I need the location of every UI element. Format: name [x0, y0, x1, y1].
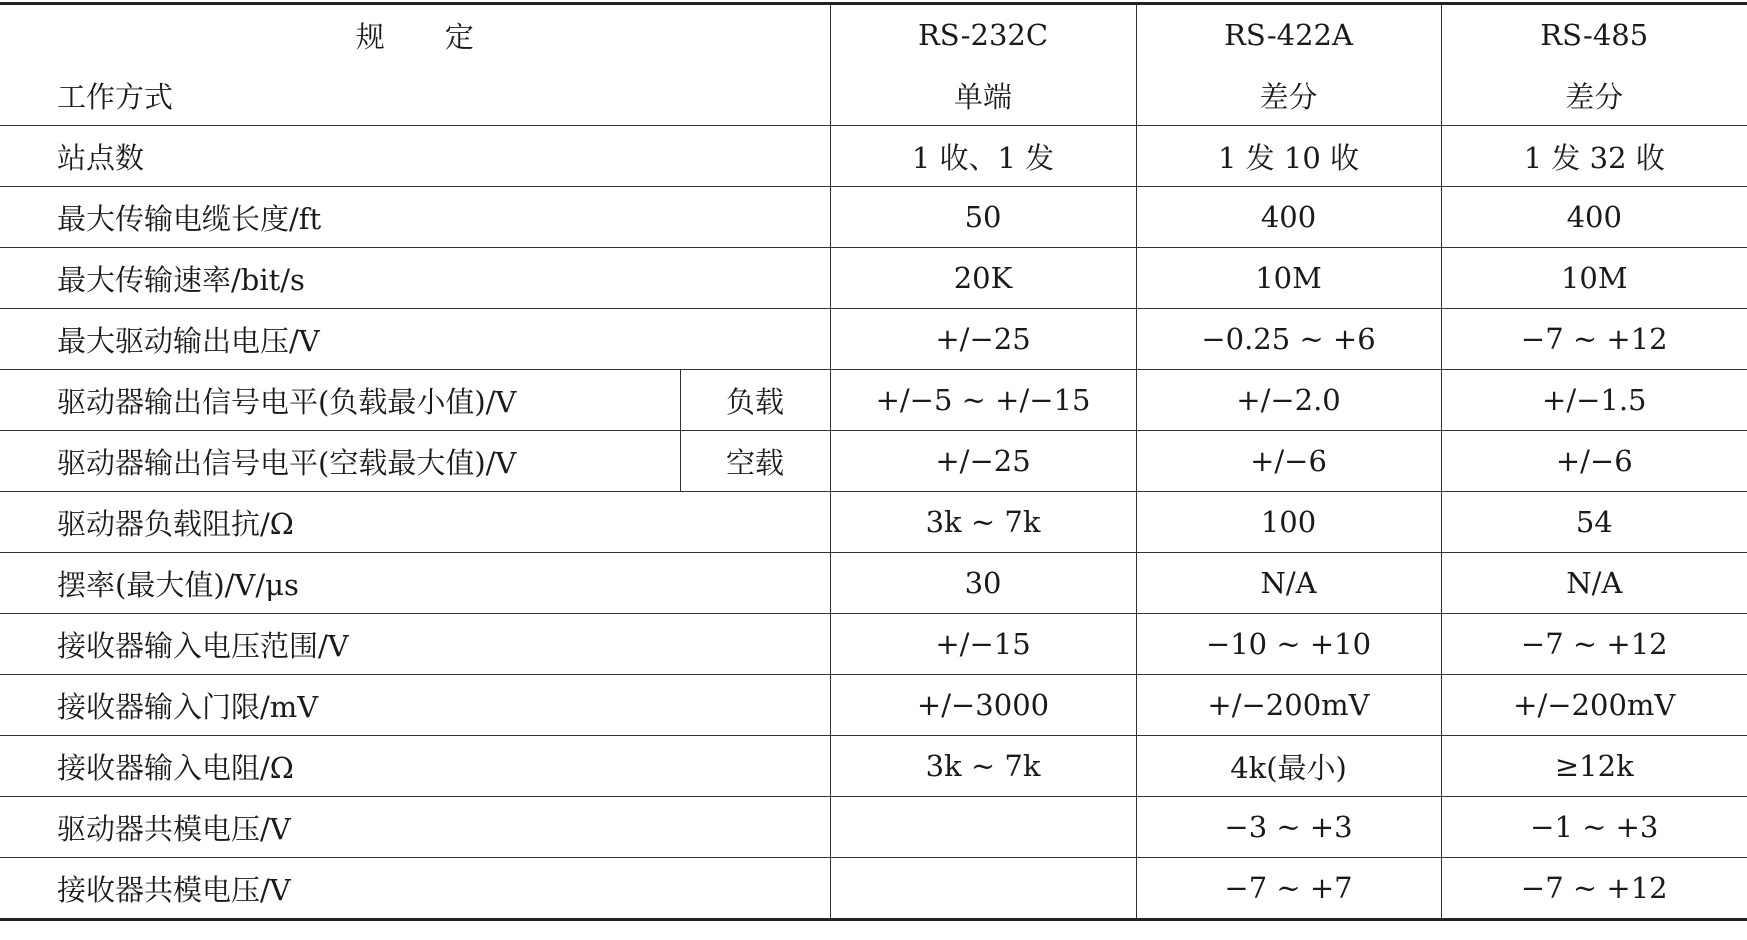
table-row	[0, 858, 1747, 920]
row-label: 接收器输入门限/mV	[0, 675, 830, 736]
cell-rs422a: +/−200mV	[1136, 675, 1441, 736]
table-row	[0, 65, 1747, 126]
row-label: 接收器输入电阻/Ω	[0, 736, 830, 797]
table-row	[0, 126, 1747, 187]
table-row	[0, 187, 1747, 248]
row-label: 最大传输速率/bit/s	[0, 248, 830, 309]
cell-rs422a: 4k(最小)	[1136, 736, 1441, 797]
table-row	[0, 370, 1747, 431]
cell-rs232c: 1 收、1 发	[830, 126, 1136, 187]
header-rs232c: RS-232C	[830, 4, 1136, 66]
row-label: 最大驱动输出电压/V	[0, 309, 830, 370]
table-row	[0, 614, 1747, 675]
cell-rs485: +/−1.5	[1441, 370, 1747, 431]
table-row	[0, 553, 1747, 614]
cell-rs232c: +/−5 ~ +/−15	[830, 370, 1136, 431]
spec-comparison-table	[0, 2, 1747, 921]
header-spec-label: 规定	[355, 19, 534, 54]
cell-rs232c: 20K	[830, 248, 1136, 309]
cell-rs422a: 400	[1136, 187, 1441, 248]
cell-rs485: +/−200mV	[1441, 675, 1747, 736]
cell-rs485: 10M	[1441, 248, 1747, 309]
row-label: 工作方式	[57, 79, 174, 114]
row-label: 摆率(最大值)/V/μs	[0, 553, 830, 614]
cell-rs232c: +/−15	[830, 614, 1136, 675]
cell-rs485: ≥12k	[1441, 736, 1747, 797]
cell-rs232c: 50	[830, 187, 1136, 248]
row-label: 最大传输电缆长度/ft	[0, 187, 830, 248]
cell-rs232c: 单端	[830, 65, 1136, 126]
row-label: 驱动器输出信号电平(空载最大值)/V	[0, 431, 680, 492]
row-sublabel: 空载	[680, 431, 830, 492]
header-rs485: RS-485	[1441, 4, 1747, 66]
cell-rs485: N/A	[1441, 553, 1747, 614]
cell-rs422a: 1 发 10 收	[1136, 126, 1441, 187]
table-row	[0, 736, 1747, 797]
cell-rs232c: 3k ~ 7k	[830, 492, 1136, 553]
cell-rs422a: +/−2.0	[1136, 370, 1441, 431]
cell-rs232c: +/−25	[830, 309, 1136, 370]
cell-rs485: −7 ~ +12	[1441, 614, 1747, 675]
row-label: 驱动器负载阻抗/Ω	[0, 492, 830, 553]
cell-rs422a: 100	[1136, 492, 1441, 553]
row-label: 接收器输入电压范围/V	[0, 614, 830, 675]
table-row	[0, 248, 1747, 309]
cell-rs232c: 3k ~ 7k	[830, 736, 1136, 797]
cell-rs422a: N/A	[1136, 553, 1441, 614]
table-row	[0, 431, 1747, 492]
table-row	[0, 492, 1747, 553]
table-header-row	[0, 4, 1747, 66]
row-label: 站点数	[0, 126, 830, 187]
cell-rs422a: 差分	[1136, 65, 1441, 126]
row-label: 驱动器输出信号电平(负载最小值)/V	[0, 370, 680, 431]
header-rs422a: RS-422A	[1136, 4, 1441, 66]
cell-rs422a: −3 ~ +3	[1136, 797, 1441, 858]
cell-rs232c	[830, 797, 1136, 858]
cell-rs485: 400	[1441, 187, 1747, 248]
cell-rs485: 1 发 32 收	[1441, 126, 1747, 187]
cell-rs422a: −10 ~ +10	[1136, 614, 1441, 675]
row-label: 接收器共模电压/V	[0, 858, 830, 920]
cell-rs232c: 30	[830, 553, 1136, 614]
cell-rs232c	[830, 858, 1136, 920]
cell-rs422a: −7 ~ +7	[1136, 858, 1441, 920]
cell-rs232c: +/−25	[830, 431, 1136, 492]
cell-rs485: +/−6	[1441, 431, 1747, 492]
cell-rs485: 54	[1441, 492, 1747, 553]
cell-rs422a: −0.25 ~ +6	[1136, 309, 1441, 370]
table-row	[0, 309, 1747, 370]
table-row	[0, 797, 1747, 858]
cell-rs232c: +/−3000	[830, 675, 1136, 736]
row-label: 驱动器共模电压/V	[0, 797, 830, 858]
cell-rs422a: 10M	[1136, 248, 1441, 309]
cell-rs485: −1 ~ +3	[1441, 797, 1747, 858]
cell-rs485: −7 ~ +12	[1441, 309, 1747, 370]
cell-rs422a: +/−6	[1136, 431, 1441, 492]
row-sublabel: 负载	[680, 370, 830, 431]
cell-rs485: −7 ~ +12	[1441, 858, 1747, 920]
table-row	[0, 675, 1747, 736]
cell-rs485: 差分	[1441, 65, 1747, 126]
